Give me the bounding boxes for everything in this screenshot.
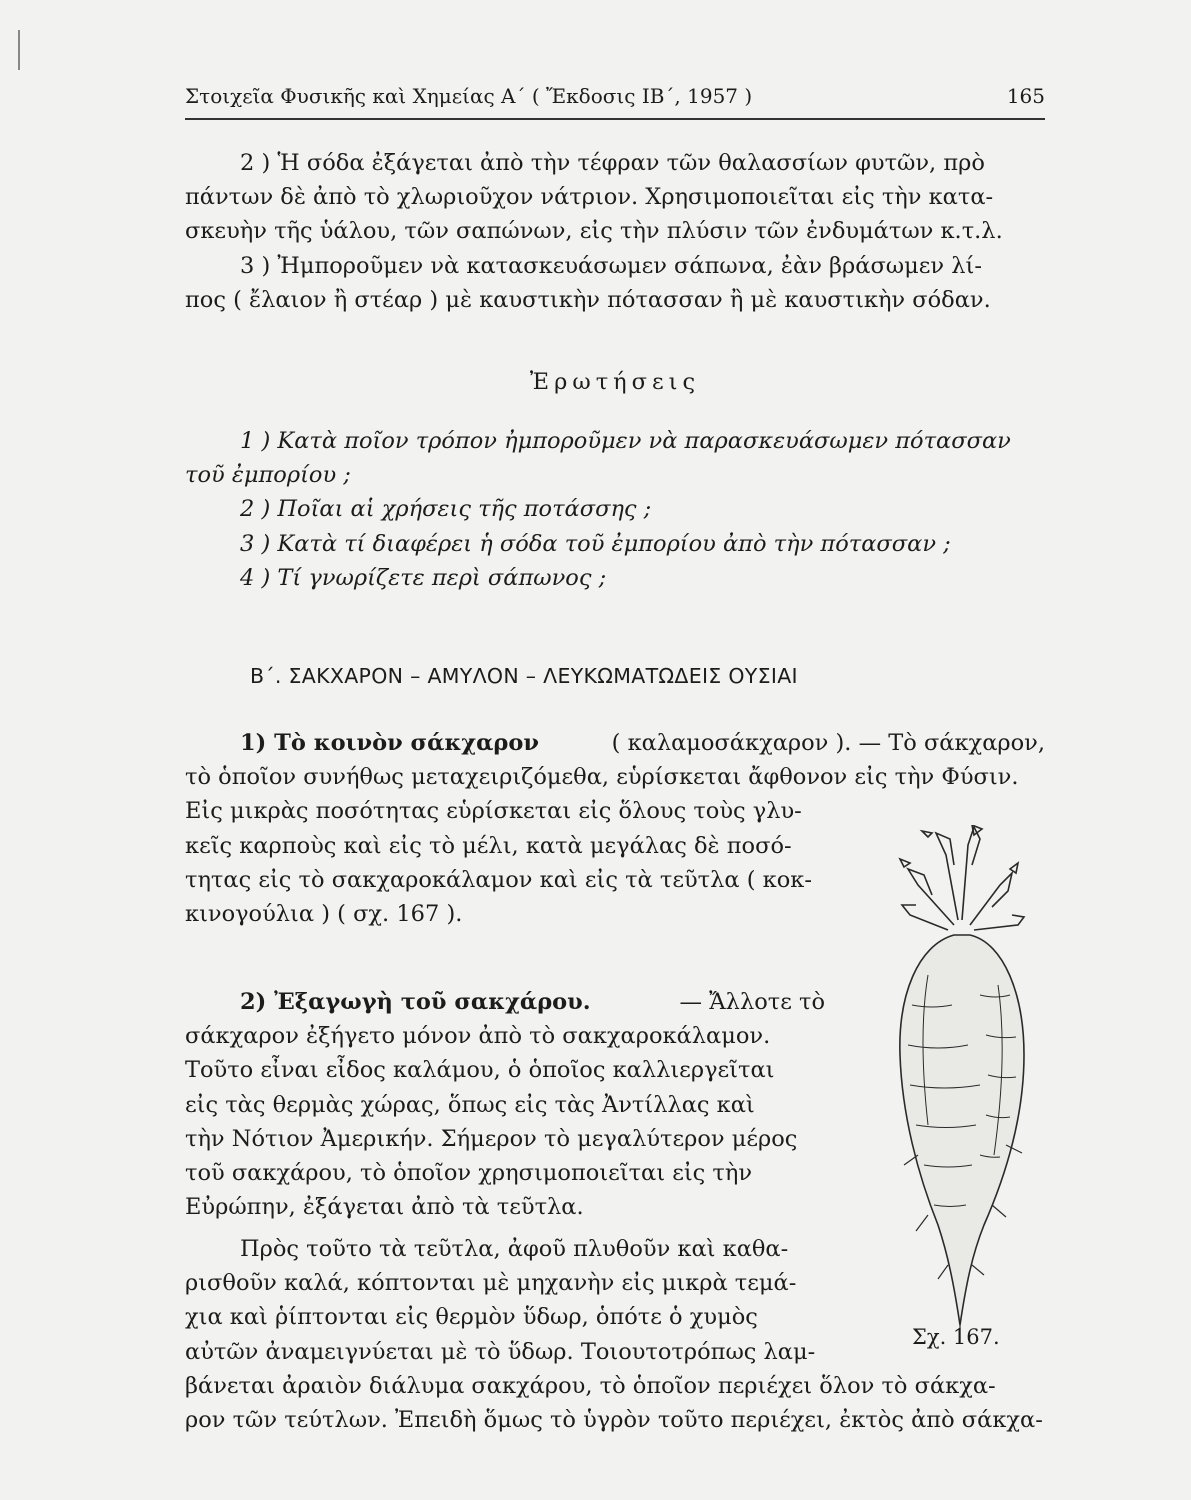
text-line: χια καὶ ῥίπτονται εἰς θερμὸν ὕδωρ, ὁπότε ὁ χυμὸς [185,1304,758,1331]
question-line: 3 ) Κατὰ τί διαφέρει ἡ σόδα τοῦ ἐμπορίου ἀπὸ τὴν πότασσαν ; [240,530,951,557]
question-line: τοῦ ἐμπορίου ; [185,462,351,489]
text-line: Πρὸς τοῦτο τὰ τεῦτλα, ἀφοῦ πλυθοῦν καὶ καθα- [240,1236,789,1262]
text-line: πάντων δὲ ἀπὸ τὸ χλωριοῦχον νάτριον. Χρησιμοποιεῖται εἰς τὴν κατα- [185,184,994,211]
text-line: 2) Ἐξαγωγὴ τοῦ σακχάρου. — Ἄλλοτε τὸ [185,985,825,1019]
sugar-beet-icon [888,825,1038,1345]
intro-block [185,146,1045,317]
section-title: Β΄. ΣΑΚΧΑΡΟΝ – ΑΜΥΛΟΝ – ΛΕΥΚΩΜΑΤΩΔΕΙΣ ΟΥΣΙΑΙ [250,664,798,688]
text-line: Τοῦτο εἶναι εἶδος καλάμου, ὁ ὁποῖος καλλιεργεῖται [185,1057,775,1084]
text-line: κινογούλια ) ( σχ. 167 ). [185,901,463,928]
text-line: βάνεται ἀραιὸν διάλυμα σακχάρου, τὸ ὁποῖον περιέχει ὅλον τὸ σάκχα- [185,1372,996,1399]
text-line: σάκχαρον ἐξήγετο μόνον ἀπὸ τὸ σακχαροκάλαμον. [185,1023,771,1050]
questions-list [185,424,1045,595]
question-line: 1 ) Κατὰ ποῖον τρόπον ἠμποροῦμεν νὰ παρασκευάσωμεν πότασσαν [240,428,1011,454]
text-line: ρισθοῦν καλά, κόπτονται μὲ μηχανὴν εἰς μικρὰ τεμά- [185,1270,797,1297]
questions-heading: Ἐρωτήσεις [529,369,701,395]
running-header [185,84,1045,108]
text-line: τοῦ σακχάρου, τὸ ὁποῖον χρησιμοποιεῖται εἰς τὴν [185,1160,753,1187]
text-line: εἰς τὰς θερμὰς χώρας, ὅπως εἰς τὰς Ἀντίλλας καὶ [185,1091,755,1118]
scan-margin-mark [18,30,20,70]
paragraph-heading: 2) Ἐξαγωγὴ τοῦ σακχάρου. [240,989,591,1015]
text-line: αὐτῶν ἀναμειγνύεται μὲ τὸ ὕδωρ. Τοιουτοτρόπως λαμ- [185,1338,816,1365]
paragraph-heading: 1) Τὸ κοινὸν σάκχαρον [240,730,540,756]
text-line: σκευὴν τῆς ὑάλου, τῶν σαπώνων, εἰς τὴν πλύσιν τῶν ἐνδυμάτων κ.τ.λ. [185,218,1003,245]
figure-caption: Σχ. 167. [912,1325,1000,1349]
text-line: τὴν Νότιον Ἀμερικήν. Σήμερον τὸ μεγαλύτερον μέρος [185,1125,798,1152]
running-title: Στοιχεῖα Φυσικῆς καὶ Χημείας Α΄ ( Ἔκδοσις ΙΒ΄, 1957 ) [185,84,753,108]
page-number: 165 [1006,84,1045,108]
text-line: 1) Τὸ κοινὸν σάκχαρον ( καλαμοσάκχαρον ). — Τὸ σάκχαρον, [185,726,1045,760]
header-rule [185,118,1045,120]
text-line: πος ( ἔλαιον ἢ στέαρ ) μὲ καυστικὴν πότασσαν ἢ μὲ καυστικὴν σόδαν. [185,286,991,313]
text-line: Εὐρώπην, ἐξάγεται ἀπὸ τὰ τεῦτλα. [185,1194,584,1221]
text-line: Εἰς μικρὰς ποσότητας εὑρίσκεται εἰς ὅλους τοὺς γλυ- [185,798,802,825]
leaf-stem-icon [936,833,958,920]
text-line: 3 ) Ἠμποροῦμεν νὰ κατασκευάσωμεν σάπωνα, ἐὰν βράσωμεν λί- [240,252,982,279]
text-line: ρον τῶν τεύτλων. Ἐπειδὴ ὅμως τὸ ὑγρὸν τοῦτο περιέχει, ἐκτὸς ἀπὸ σάκχα- [185,1407,1043,1434]
text-line: τὸ ὁποῖον συνήθως μεταχειριζόμεθα, εὑρίσκεται ἄφθονον εἰς τὴν Φύσιν. [185,764,1019,791]
text-line: τητας εἰς τὸ σακχαροκάλαμον καὶ εἰς τὰ τεῦτλα ( κοκ- [185,866,812,893]
text-line: κεῖς καρποὺς καὶ εἰς τὸ μέλι, κατὰ μεγάλας δὲ ποσό- [185,832,792,859]
text-line: 2 ) Ἡ σόδα ἐξάγεται ἀπὸ τὴν τέφραν τῶν θαλασσίων φυτῶν, πρὸ [240,150,985,176]
question-line: 2 ) Ποῖαι αἱ χρήσεις τῆς ποτάσσης ; [240,496,652,523]
question-line: 4 ) Τί γνωρίζετε περὶ σάπωνος ; [240,564,607,591]
